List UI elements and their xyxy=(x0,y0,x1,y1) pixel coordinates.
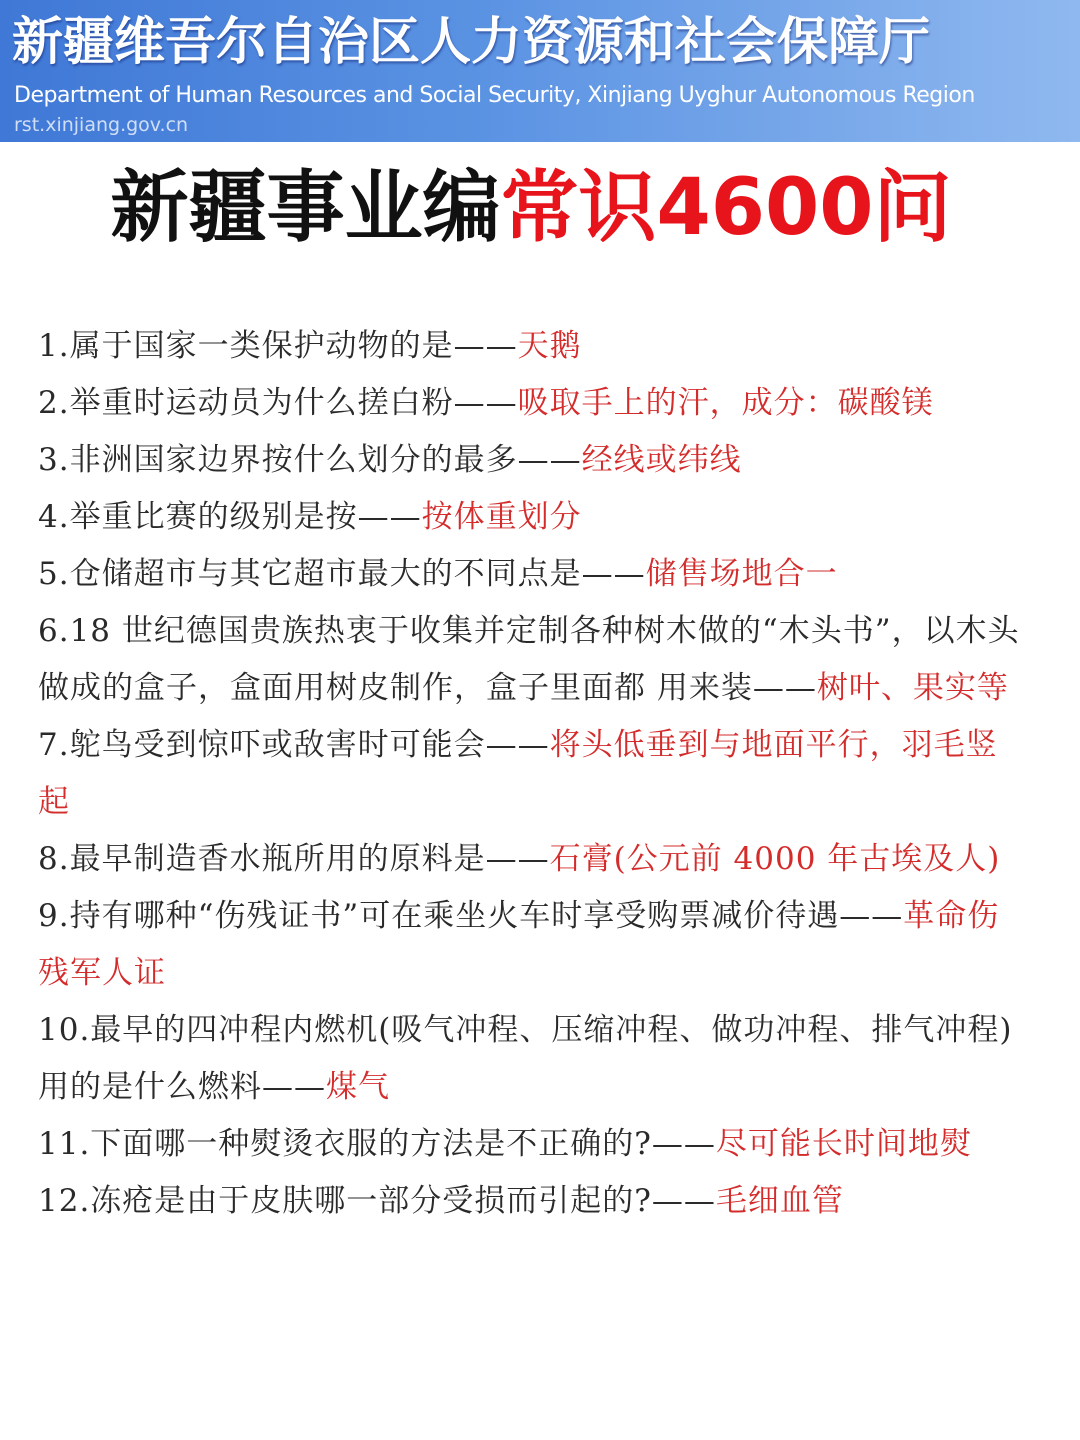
qa-item-10 xyxy=(38,1002,1028,1116)
question: 8.最早制造香水瓶所用的原料是 xyxy=(38,841,486,877)
qa-item-7 xyxy=(38,717,1028,831)
qa-item-8 xyxy=(38,831,1028,888)
qa-list xyxy=(38,318,1028,1230)
question: 1.属于国家一类保护动物的是 xyxy=(38,328,454,364)
answer: 尽可能长时间地熨 xyxy=(715,1126,972,1162)
banner-url: rst.xinjiang.gov.cn xyxy=(14,114,189,136)
qa-item-6 xyxy=(38,603,1028,717)
qa-item-2 xyxy=(38,375,1028,432)
separator: —— xyxy=(357,499,422,535)
answer: 储售场地合一 xyxy=(645,556,838,592)
separator: —— xyxy=(517,442,582,478)
answer: 天鹅 xyxy=(517,328,582,364)
separator: —— xyxy=(581,556,646,592)
qa-item-5 xyxy=(38,546,1028,603)
answer: 毛细血管 xyxy=(715,1183,844,1219)
page-title-part1: 新疆事业编 xyxy=(110,163,501,253)
separator: —— xyxy=(839,898,904,934)
separator: —— xyxy=(453,328,518,364)
answer: 树叶、果实等 xyxy=(816,670,1009,706)
answer: 吸取手上的汗，成分：碳酸镁 xyxy=(517,385,934,421)
qa-item-4 xyxy=(38,489,1028,546)
separator: —— xyxy=(485,841,550,877)
question: 9.持有哪种“伤残证书”可在乘坐火车时享受购票减价待遇 xyxy=(38,898,840,934)
qa-item-11 xyxy=(38,1116,1028,1173)
qa-item-3 xyxy=(38,432,1028,489)
question: 10.最早的四冲程内燃机(吸气冲程、压缩冲程、做功冲程、排气冲程)用的是什么燃料 xyxy=(38,1012,1013,1105)
question: 2.举重时运动员为什么搓白粉 xyxy=(38,385,454,421)
separator: —— xyxy=(453,385,518,421)
answer: 石膏(公元前 4000 年古埃及人) xyxy=(549,841,1001,877)
answer: 煤气 xyxy=(326,1069,390,1105)
answer: 经线或纬线 xyxy=(581,442,742,478)
banner-title: 新疆维吾尔自治区人力资源和社会保障厅 xyxy=(12,13,931,72)
answer: 按体重划分 xyxy=(421,499,582,535)
page-title-part2: 常识4600问 xyxy=(500,163,952,253)
question: 6.18 世纪德国贵族热衷于收集并定制各种树木做的“木头书”，以木头做成的盒子，盒面用树皮制作，盒子里面都 用来装 xyxy=(38,613,1020,706)
header-banner xyxy=(0,0,1080,142)
question: 4.举重比赛的级别是按 xyxy=(38,499,358,535)
answer: 将头低垂到与地面平行，羽毛竖起 xyxy=(38,727,998,820)
qa-item-1 xyxy=(38,318,1028,375)
banner-subtitle: Department of Human Resources and Social Security, Xinjiang Uyghur Autonomous Region xyxy=(14,83,975,108)
separator: —— xyxy=(752,670,817,706)
question: 7.鸵鸟受到惊吓或敌害时可能会 xyxy=(38,727,486,763)
qa-item-9 xyxy=(38,888,1028,1002)
answer: 革命伤残军人证 xyxy=(38,898,1000,991)
separator: —— xyxy=(262,1069,326,1105)
qa-item-12 xyxy=(38,1173,1028,1230)
separator: —— xyxy=(651,1126,716,1162)
separator: —— xyxy=(651,1183,716,1219)
question: 12.冻疮是由于皮肤哪一部分受损而引起的? xyxy=(38,1183,652,1219)
page-title xyxy=(0,158,1062,258)
question: 11.下面哪一种熨烫衣服的方法是不正确的? xyxy=(38,1126,652,1162)
question: 3.非洲国家边界按什么划分的最多 xyxy=(38,442,518,478)
question: 5.仓储超市与其它超市最大的不同点是 xyxy=(38,556,582,592)
separator: —— xyxy=(485,727,550,763)
